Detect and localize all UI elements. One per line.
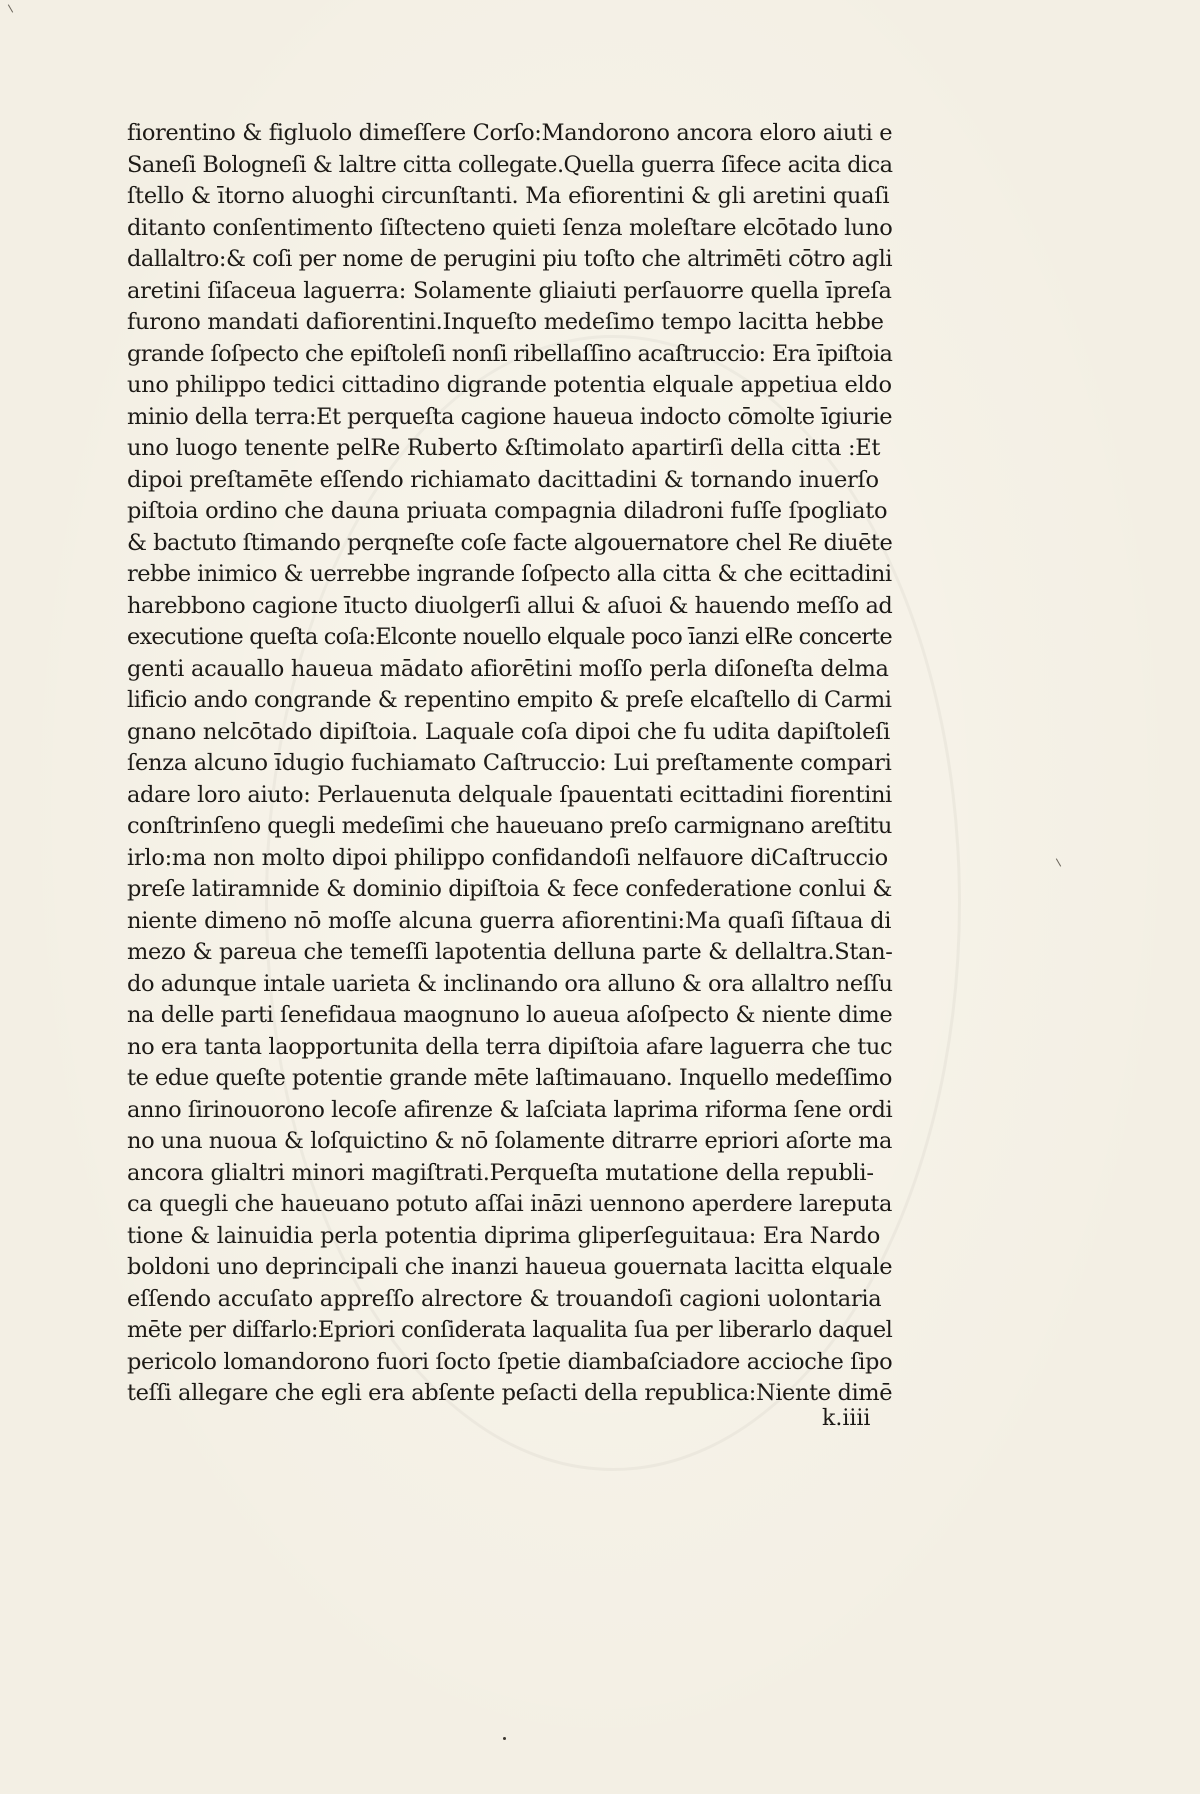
text-line: lificio ando congrande & repentino empito & preſe elcaſtello di Carmi bbox=[127, 687, 892, 713]
text-line: pericolo lomandorono fuori ſocto ſpetie diambaſciadore accioche ſipo bbox=[127, 1348, 893, 1375]
text-line: uno luogo tenente pelRe Ruberto &ſtimolato apartirſi della citta :Et bbox=[127, 435, 881, 461]
paper-speck bbox=[503, 1737, 506, 1740]
text-line: aretini ſiſaceua laguerra: Solamente gliaiuti perſauorre quella īpreſa bbox=[127, 277, 892, 304]
text-line: preſe latiramnide & dominio dipiſtoia & fece confederatione conlui & bbox=[127, 876, 893, 902]
text-line: tione & lainuidia perla potentia diprima gliperſeguitaua: Era Nardo bbox=[127, 1222, 881, 1249]
text-line: ca quegli che haueuano potuto aſſai ināzi uennono aperdere lareputa bbox=[127, 1191, 893, 1217]
text-line: adare loro aiuto: Perlauenuta delquale ſpauentati ecittadini fiorentini bbox=[127, 781, 892, 808]
text-line: genti acauallo haueua mādato afiorētini moſſo perla diſoneſta delma bbox=[127, 655, 889, 682]
text-line: ſtello & ītorno aluoghi circunſtanti. Ma efiorentini & gli aretini quaſi bbox=[127, 183, 890, 209]
text-line: ditanto conſentimento ſiſtecteno quieti ſenza moleſtare elcōtado luno bbox=[127, 214, 893, 241]
signature-mark: k.iiii bbox=[822, 1406, 871, 1431]
text-line: no una nuoua & loſquictino & nō ſolamente ditrarre epriori aſorte ma bbox=[127, 1128, 893, 1154]
paper-mark bbox=[8, 4, 13, 12]
text-line: conſtrinſeno quegli medeſimi che haueuano preſo carmignano areſtitu bbox=[127, 813, 892, 839]
text-line: eſſendo accuſato appreſſo alrectore & trouandoſi cagioni uolontaria bbox=[127, 1285, 882, 1312]
text-line: & bactuto ſtimando perqneſte coſe facte algouernatore chel Re diuēte bbox=[127, 529, 893, 556]
text-line: grande ſoſpecto che epiſtoleſi nonſi ribellaſſino acaſtruccio: Era īpiſtoia bbox=[127, 340, 893, 367]
text-line: mezo & pareua che temeſſi lapotentia delluna parte & dellaltra.Stan- bbox=[127, 939, 893, 965]
text-line: furono mandati dafiorentini.Inqueſto medeſimo tempo lacitta hebbe bbox=[127, 309, 884, 335]
text-line: ſenza alcuno īdugio fuchiamato Caſtruccio: Lui preſtamente compari bbox=[127, 750, 892, 776]
text-line: te edue queſte potentie grande mēte laſtimauano. Inquello medeſſimo bbox=[127, 1065, 892, 1091]
text-line: uno philippo tedici cittadino digrande potentia elquale appetiua eldo bbox=[127, 372, 892, 398]
text-line: anno ſirinouorono lecoſe afirenze & laſciata laprima riforma ſene ordi bbox=[127, 1096, 893, 1123]
text-line: piſtoia ordino che dauna priuata compagnia diladroni fuſſe ſpogliato bbox=[127, 498, 888, 524]
text-line: fiorentino & figluolo dimeſſere Corſo:Mandorono ancora eloro aiuti e bbox=[127, 120, 893, 146]
text-line: boldoni uno deprincipali che inanzi haueua gouernata lacitta elquale bbox=[127, 1254, 893, 1280]
text-line: na delle parti ſenefidaua maognuno lo aueua aſoſpecto & niente dime bbox=[127, 1002, 893, 1028]
text-line: do adunque intale uarieta & inclinando ora alluno & ora allaltro neſſu bbox=[127, 970, 893, 997]
text-line: dipoi preſtamēte eſſendo richiamato dacittadini & tornando inuerſo bbox=[127, 466, 879, 493]
text-line: executione queſta coſa:Elconte nouello elquale poco īanzi elRe concerte bbox=[127, 624, 892, 650]
text-line: niente dimeno nō moſſe alcuna guerra afiorentini:Ma quaſi ſiſtaua di bbox=[127, 907, 892, 934]
text-line: mēte per diſfarlo:Epriori conſiderata laqualita ſua per liberarlo daquel bbox=[127, 1317, 893, 1343]
text-line: harebbono cagione ītucto diuolgerſi allui & aſuoi & hauendo meſſo ad bbox=[127, 592, 893, 619]
text-line: irlo:ma non molto dipoi philippo confidandoſi nelfauore diCaſtruccio bbox=[127, 844, 888, 871]
text-line: minio della terra:Et perqueſta cagione haueua indocto cōmolte īgiurie bbox=[127, 403, 893, 430]
text-line: teſſi allegare che egli era abſente peſacti della republica:Niente dimē bbox=[127, 1380, 893, 1406]
text-line: no era tanta laopportunita della terra dipiſtoia afare laguerra che tuc bbox=[127, 1033, 893, 1060]
text-line: gnano nelcōtado dipiſtoia. Laquale coſa dipoi che fu udita dapiſtoleſi bbox=[127, 718, 891, 745]
paper-mark bbox=[1056, 858, 1061, 866]
text-line: rebbe inimico & uerrebbe ingrande ſoſpecto alla citta & che ecittadini bbox=[127, 561, 892, 587]
text-line: Saneſi Bologneſi & laltre citta collegate.Quella guerra ſifece acita dica bbox=[127, 151, 893, 178]
text-line: ancora glialtri minori magiſtrati.Perqueſta mutatione della republi- bbox=[127, 1159, 874, 1186]
text-line: dallaltro:& coſi per nome de perugini piu toſto che altrimēti cōtro agli bbox=[127, 246, 893, 272]
text-column bbox=[127, 118, 897, 1410]
